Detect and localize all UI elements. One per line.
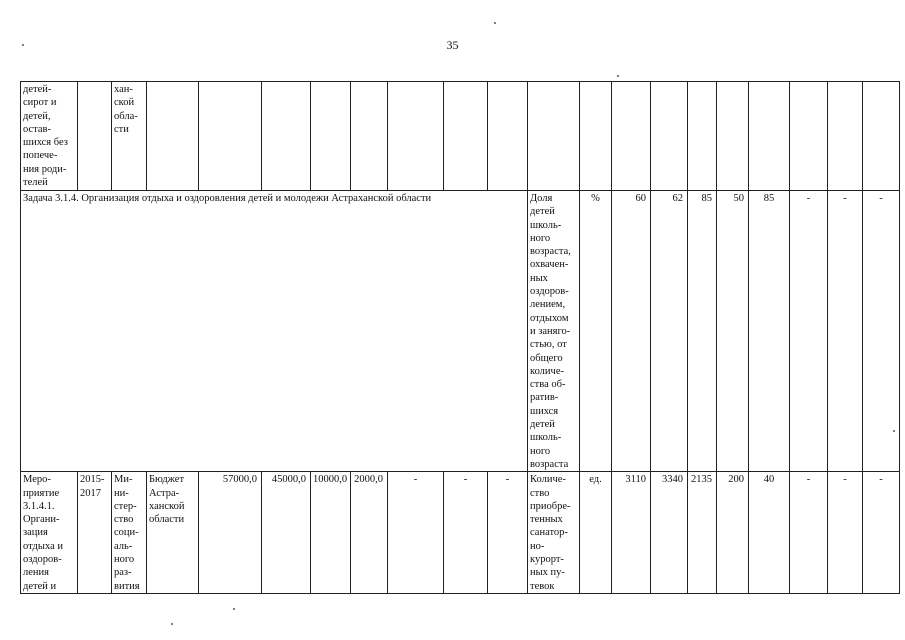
table-row-task: [21, 191, 900, 472]
scan-speck: [893, 430, 895, 432]
task-title-cell: Задача 3.1.4. Организация отдыха и оздоровления детей и молодежи Астраханской области: [21, 191, 528, 472]
value-cell: -: [863, 472, 900, 594]
event-name-cell: детей- сирот и детей, остав- шихся без попече- ния роди- телей: [21, 82, 78, 191]
value-cell: 60: [612, 191, 651, 472]
amount-cell: [262, 82, 311, 191]
unit-cell: %: [580, 191, 612, 472]
source-cell: Бюджет Астра- ханской области: [147, 472, 199, 594]
amount-cell: [351, 82, 388, 191]
executor-cell: Ми- ни- стер- ство соци- аль- ного раз- вития: [112, 472, 147, 594]
years-cell: 2015- 2017: [78, 472, 112, 594]
value-cell: 200: [717, 472, 749, 594]
scan-speck: [617, 75, 619, 77]
value-cell: 85: [749, 191, 790, 472]
scan-speck: [171, 623, 173, 625]
unit-cell: [580, 82, 612, 191]
table-row-event: [21, 472, 900, 594]
scan-speck: [494, 22, 496, 24]
indicator-cell: Количе- ство приобре- тенных санатор- но- курорт- ных пу- тевок: [528, 472, 580, 594]
value-cell: -: [828, 472, 863, 594]
amount-cell: [488, 82, 528, 191]
indicator-cell: [528, 82, 580, 191]
value-cell: [790, 82, 828, 191]
event-name-cell: Меро- приятие 3.1.4.1. Органи- зация отдыха и оздоров- ления детей и: [21, 472, 78, 594]
scan-speck: [22, 44, 24, 46]
value-cell: -: [790, 191, 828, 472]
amount-cell: [444, 82, 488, 191]
amount-cell: [388, 82, 444, 191]
amount-cell: 57000,0: [199, 472, 262, 594]
amount-cell: [311, 82, 351, 191]
amount-cell: -: [444, 472, 488, 594]
value-cell: -: [863, 191, 900, 472]
amount-cell: -: [388, 472, 444, 594]
amount-cell: -: [488, 472, 528, 594]
value-cell: 62: [651, 191, 688, 472]
value-cell: [688, 82, 717, 191]
value-cell: 2135: [688, 472, 717, 594]
value-cell: -: [790, 472, 828, 594]
executor-cell: хан- ской обла- сти: [112, 82, 147, 191]
value-cell: [612, 82, 651, 191]
table-row-continuation: [21, 82, 900, 191]
years-cell: [78, 82, 112, 191]
program-table: [20, 81, 900, 594]
unit-cell: ед.: [580, 472, 612, 594]
value-cell: 50: [717, 191, 749, 472]
page-number: 35: [446, 38, 459, 52]
scan-speck: [233, 608, 235, 610]
value-cell: 85: [688, 191, 717, 472]
value-cell: [863, 82, 900, 191]
value-cell: [828, 82, 863, 191]
amount-cell: [199, 82, 262, 191]
value-cell: 40: [749, 472, 790, 594]
value-cell: 3110: [612, 472, 651, 594]
source-cell: [147, 82, 199, 191]
value-cell: [717, 82, 749, 191]
value-cell: 3340: [651, 472, 688, 594]
amount-cell: 10000,0: [311, 472, 351, 594]
amount-cell: 45000,0: [262, 472, 311, 594]
indicator-cell: Доля детей школь- ного возраста, охвачен- ных оздоров- лением, отдыхом и заняго- стью, от общего количе- ства об- ратив- шихся детей школь- ного возраста: [528, 191, 580, 472]
value-cell: [749, 82, 790, 191]
amount-cell: 2000,0: [351, 472, 388, 594]
value-cell: [651, 82, 688, 191]
value-cell: -: [828, 191, 863, 472]
